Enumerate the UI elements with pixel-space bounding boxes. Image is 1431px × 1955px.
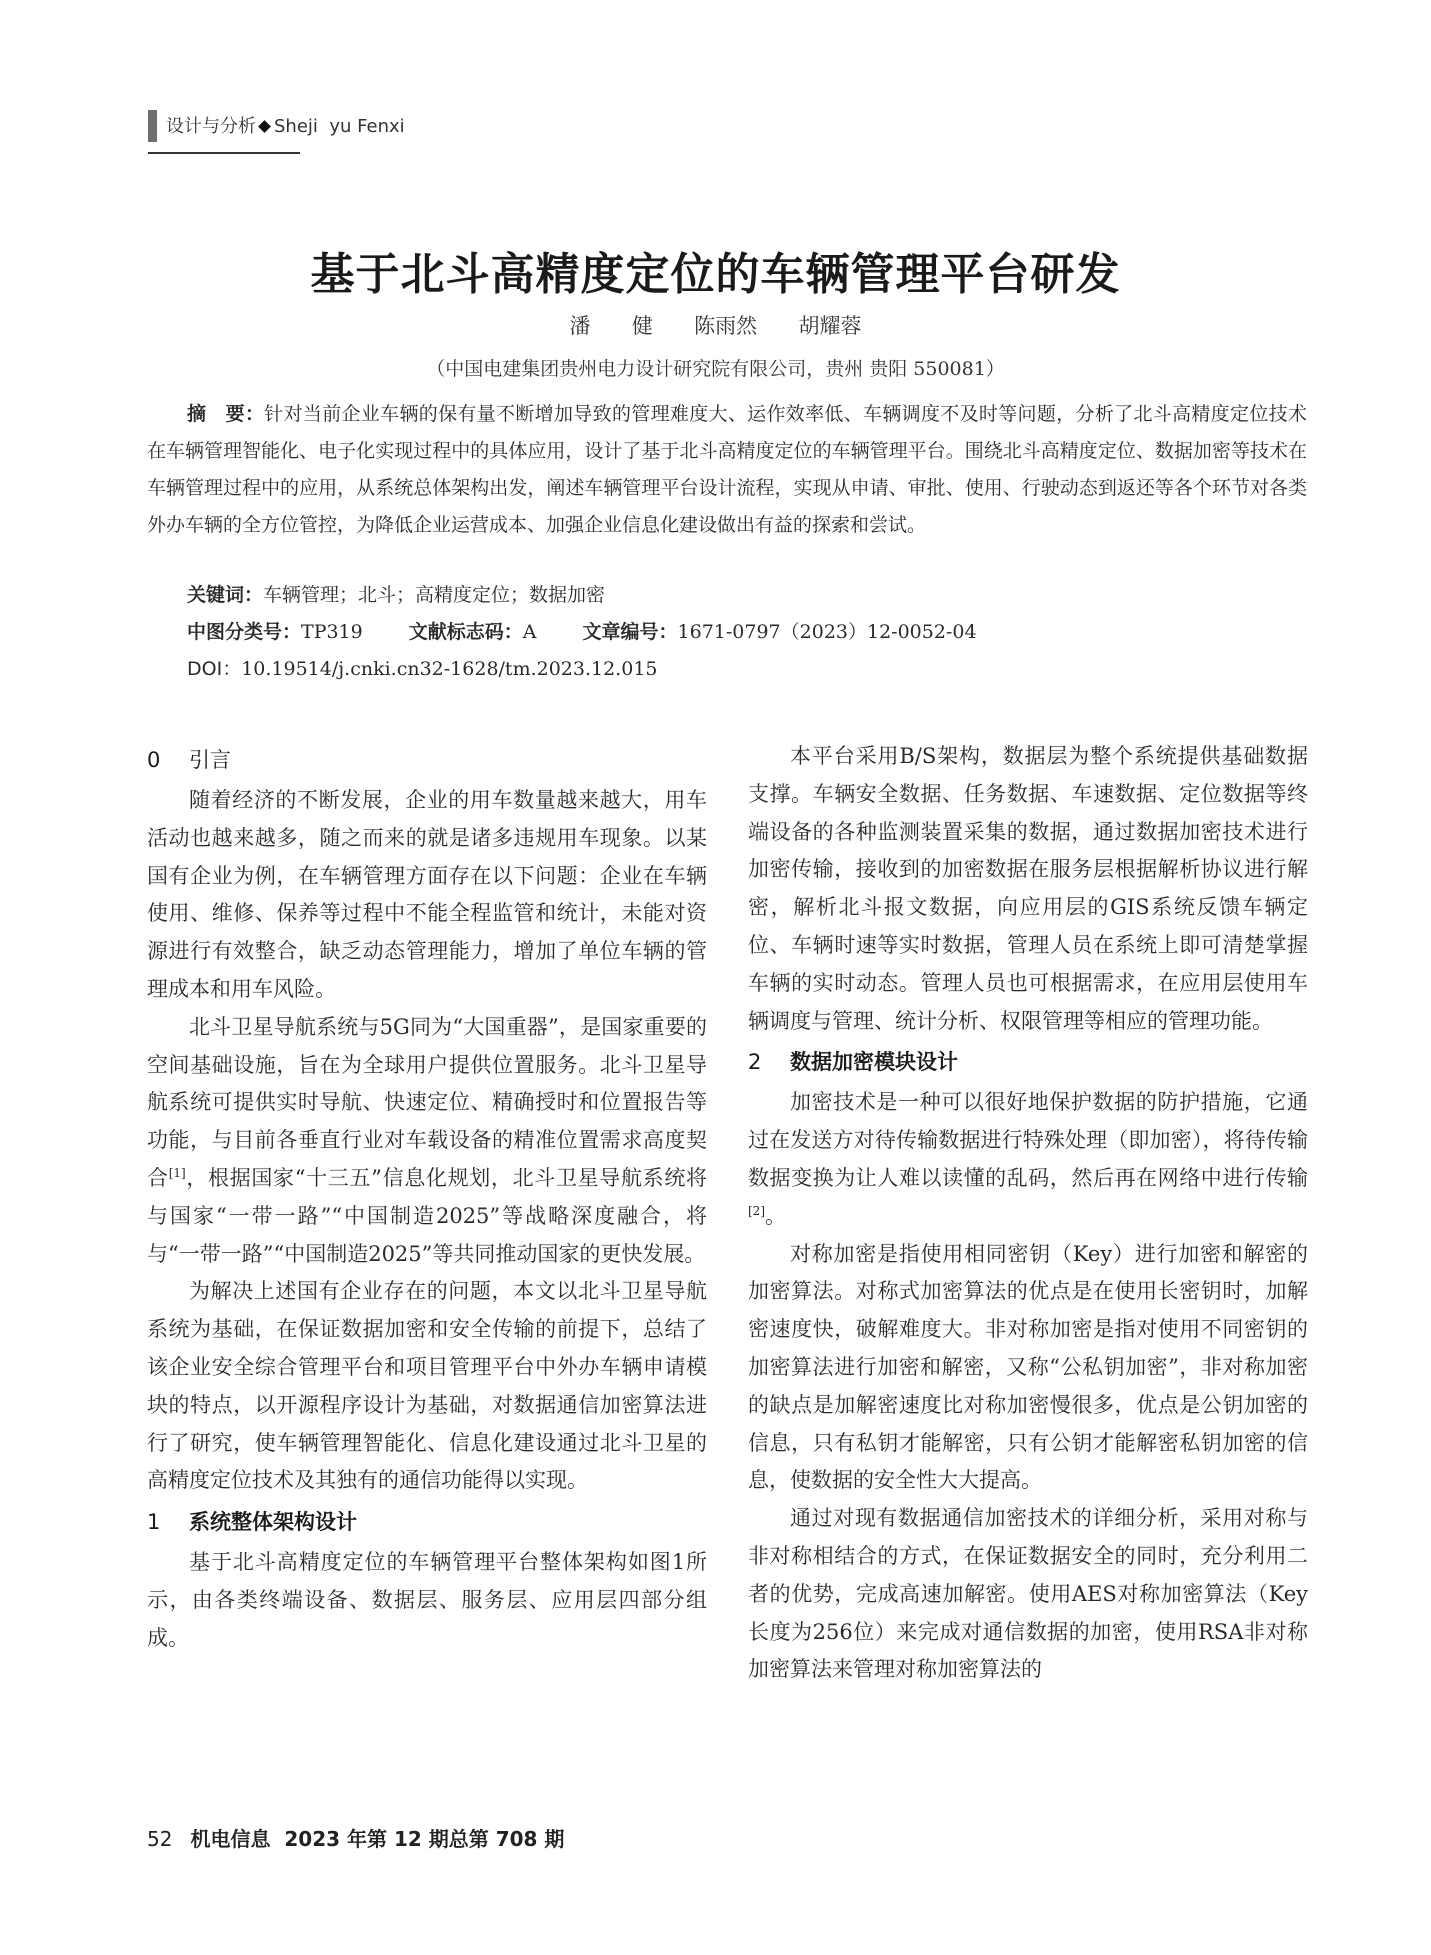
- keywords: [187, 580, 605, 607]
- classification: [187, 617, 977, 644]
- paragraph: 为解决上述国有企业存在的问题，本文以北斗卫星导航系统为基础，在保证数据加密和安全传输的前提下，总结了该企业安全综合管理平台和项目管理平台中外办车辆申请模块的特点，以开源程序设计为基础，对数据通信加密算法进行了研究，使车辆管理智能化、信息化建设通过北斗卫星的高精度定位技术及其独有的通信功能得以实现。: [147, 1279, 707, 1493]
- section-header: [148, 108, 405, 154]
- keywords-label: 关键词：: [187, 584, 264, 606]
- affiliation: （中国电建集团贵州电力设计研究院有限公司，贵州 贵阳 550081）: [426, 358, 1005, 380]
- doc-code-label: 文献标志码：: [408, 621, 523, 643]
- paragraph: 加密技术是一种可以很好地保护数据的防护措施，它通过在发送方对待传输数据进行特殊处理（即加密），将待传输数据变换为让人难以读懂的乱码，然后再在网络中进行传输[2]。: [748, 1090, 1308, 1228]
- section-heading-architecture: 1 系统整体架构设计: [147, 1510, 357, 1535]
- right-column: [748, 738, 1308, 1689]
- citation-ref: [1]: [168, 1165, 186, 1180]
- journal-info: 机电信息 2023 年第 12 期总第 708 期: [190, 1827, 565, 1851]
- doc-code-value: A: [522, 621, 537, 643]
- header-text: [166, 112, 405, 138]
- paragraph: 本平台采用B/S架构，数据层为整个系统提供基础数据支撑。车辆安全数据、任务数据、车速数据、定位数据等终端设备的各种监测装置采集的数据，通过数据加密技术进行加密传输，接收到的加密数据在服务层根据解析协议进行解密，解析北斗报文数据，向应用层的GIS系统反馈车辆定位、车辆时速等实时数据，管理人员在系统上即可清楚掌握车辆的实时动态。管理人员也可根据需求，在应用层使用车辆调度与管理、统计分析、权限管理等相应的管理功能。: [748, 744, 1308, 1033]
- article-no-value: 1671-0797（2023）12-0052-04: [677, 621, 977, 643]
- header-bar: [148, 110, 157, 142]
- clc-label: 中图分类号：: [187, 621, 302, 643]
- paragraph: 通过对现有数据通信加密技术的详细分析，采用对称与非对称相结合的方式，在保证数据安全的同时，充分利用二者的优势，完成高速加解密。使用AES对称加密算法（Key长度为256位）来完成对通信数据的加密，使用RSA非对称加密算法来管理对称加密算法的: [748, 1506, 1308, 1682]
- keywords-text: 车辆管理；北斗；高精度定位；数据加密: [263, 584, 606, 606]
- paragraph: 基于北斗高精度定位的车辆管理平台整体架构如图1所示，由各类终端设备、数据层、服务层、应用层四部分组成。: [147, 1550, 707, 1650]
- citation-ref: [2]: [748, 1203, 765, 1218]
- abstract: [147, 396, 1307, 544]
- clc-value: TP319: [301, 621, 363, 643]
- paragraph: 北斗卫星导航系统与5G同为“大国重器”，是国家重要的空间基础设施，旨在为全球用户提供位置服务。北斗卫星导航系统可提供实时导航、快速定位、精确授时和位置报告等功能，与目前各垂直行业对车载设备的精准位置需求高度契合[1]，根据国家“十三五”信息化规划，北斗卫星导航系统将与国家“一带一路”“中国制造2025”等战略深度融合，将与“一带一路”“中国制造2025”等共同推动国家的更快发展。: [147, 1014, 707, 1266]
- paper-title: 基于北斗高精度定位的车辆管理平台研发: [310, 249, 1121, 300]
- section-heading-intro: 0 引言: [147, 748, 231, 772]
- paragraph: 随着经济的不断发展，企业的用车数量越来越大，用车活动也越来越多，随之而来的就是诸多违规用车现象。以某国有企业为例，在车辆管理方面存在以下问题：企业在车辆使用、维修、保养等过程中不能全程监管和统计，未能对资源进行有效整合，缺乏动态管理能力，增加了单位车辆的管理成本和用车风险。: [147, 788, 707, 1001]
- header-section-cn: 设计与分析: [166, 116, 256, 137]
- authors: 潘 健 陈雨然 胡耀蓉: [569, 314, 862, 338]
- doi-value: 10.19514/j.cnki.cn32-1628/tm.2023.12.015: [241, 658, 658, 680]
- page-number: 52: [147, 1827, 173, 1851]
- page-footer: [147, 1823, 564, 1852]
- diamond-icon: [258, 120, 271, 133]
- abstract-text: 针对当前企业车辆的保有量不断增加导致的管理难度大、运作效率低、车辆调度不及时等问题，分析了北斗高精度定位技术在车辆管理智能化、电子化实现过程中的具体应用，设计了基于北斗高精度定位的车辆管理平台。围绕北斗高精度定位、数据加密等技术在车辆管理过程中的应用，从系统总体架构出发，阐述车辆管理平台设计流程，实现从申请、审批、使用、行驶动态到返还等各个环节对各类外办车辆的全方位管控，为降低企业运营成本、加强企业信息化建设做出有益的探索和尝试。: [147, 403, 1307, 536]
- header-section-en: Sheji yu Fenxi: [274, 116, 405, 137]
- doi-label: DOI：: [187, 658, 242, 680]
- paragraph: 对称加密是指使用相同密钥（Key）进行加密和解密的加密算法。对称式加密算法的优点是在使用长密钥时，加解密速度快，破解难度大。非对称加密是指对使用不同密钥的加密算法进行加密和解密，又称“公私钥加密”，非对称加密的缺点是加解密速度比对称加密慢很多，优点是公钥加密的信息，只有私钥才能解密，只有公钥才能解密私钥加密的信息，使数据的安全性大大提高。: [748, 1241, 1308, 1493]
- section-heading-encryption: 2 数据加密模块设计: [748, 1050, 958, 1075]
- article-no-label: 文章编号：: [582, 621, 678, 643]
- abstract-label: 摘 要：: [187, 403, 265, 425]
- doi: [187, 654, 658, 681]
- left-column: [147, 738, 707, 1658]
